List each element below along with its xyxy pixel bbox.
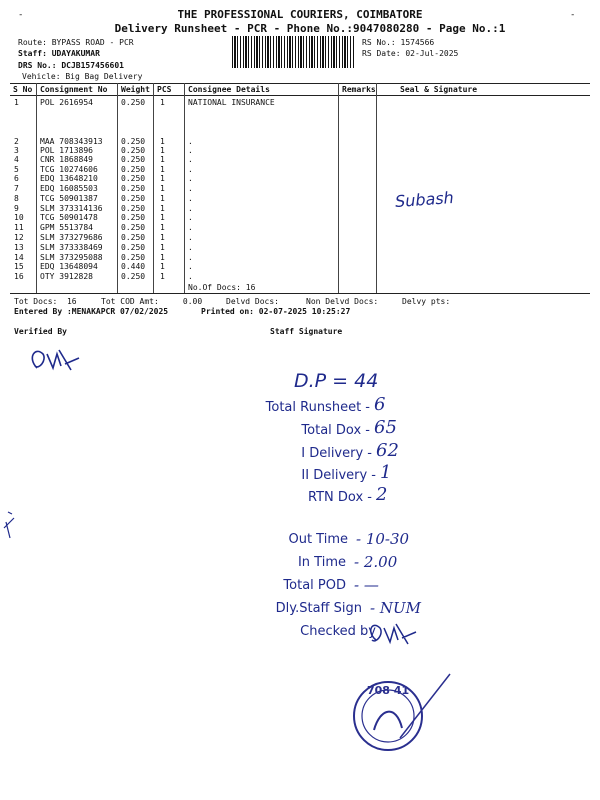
margin-scribble bbox=[0, 508, 30, 548]
summary-value: 65 bbox=[374, 417, 397, 438]
row-consignee: . bbox=[188, 165, 193, 174]
time-value: - 10-30 bbox=[356, 530, 410, 548]
row-pcs: 1 bbox=[160, 137, 165, 146]
row-consignee: . bbox=[188, 146, 193, 155]
row-pcs: 1 bbox=[160, 253, 165, 262]
row-sno: 11 bbox=[14, 223, 24, 232]
summary-value: 2 bbox=[376, 484, 388, 505]
time-value: - — bbox=[354, 576, 379, 594]
row-pcs: 1 bbox=[160, 155, 165, 164]
row-sno: 3 bbox=[14, 146, 19, 155]
row-weight: 0.250 bbox=[121, 272, 146, 281]
row-sno: 16 bbox=[14, 272, 24, 281]
row-consignee: . bbox=[188, 174, 193, 183]
row-weight: 0.250 bbox=[121, 137, 146, 146]
row-consignee: . bbox=[188, 262, 193, 271]
summary-label: II Delivery - bbox=[301, 468, 376, 483]
table-top-rule bbox=[10, 83, 590, 84]
row-consignee: . bbox=[188, 213, 193, 222]
row-sno: 2 bbox=[14, 137, 19, 146]
row-sno: 7 bbox=[14, 184, 19, 193]
row-pcs: 1 bbox=[160, 223, 165, 232]
col-header-consignment: Consignment No bbox=[40, 85, 108, 94]
no-of-docs: No.Of Docs: 16 bbox=[188, 283, 256, 292]
row-consignment-no: SLM 373314136 bbox=[40, 204, 103, 213]
row-consignee: . bbox=[188, 194, 193, 203]
time-label: Out Time bbox=[288, 532, 348, 547]
row-pcs: 1 bbox=[160, 262, 165, 271]
row-sno: 4 bbox=[14, 155, 19, 164]
stamp-number: 708 41 bbox=[367, 684, 410, 697]
row-consignment-no: EDQ 13648210 bbox=[40, 174, 98, 183]
row-consignee: . bbox=[188, 204, 193, 213]
entered-by: Entered By :MENAKAPCR 07/02/2025 bbox=[14, 307, 169, 316]
row-weight: 0.440 bbox=[121, 262, 146, 271]
row-consignment-no: TCG 10274606 bbox=[40, 165, 98, 174]
row-weight: 0.250 bbox=[121, 204, 146, 213]
time-value: - 2.00 bbox=[354, 553, 398, 571]
verified-by: Verified By bbox=[14, 327, 67, 336]
row-weight: 0.250 bbox=[121, 146, 146, 155]
row-pcs: 1 bbox=[160, 213, 165, 222]
row-pcs: 1 bbox=[160, 165, 165, 174]
col-divider bbox=[36, 83, 37, 293]
col-divider bbox=[184, 83, 185, 293]
row-sno: 5 bbox=[14, 165, 19, 174]
col-divider bbox=[117, 83, 118, 293]
row-sno: 9 bbox=[14, 204, 19, 213]
row-consignment-no: OTY 3912828 bbox=[40, 272, 93, 281]
handwritten-signature: Subash bbox=[394, 187, 455, 212]
row-consignment-no: POL 2616954 bbox=[40, 98, 93, 107]
vehicle: Vehicle: Big Bag Delivery bbox=[22, 72, 143, 81]
row-pcs: 1 bbox=[160, 98, 165, 107]
tot-cod: Tot COD Amt: 0.00 bbox=[101, 297, 203, 306]
row-weight: 0.250 bbox=[121, 165, 146, 174]
row-pcs: 1 bbox=[160, 204, 165, 213]
time-label: Total POD bbox=[283, 578, 346, 593]
checked-by-signature bbox=[362, 616, 422, 656]
delvy-pts: Delvy pts: bbox=[402, 297, 451, 306]
row-pcs: 1 bbox=[160, 243, 165, 252]
drs-number: DRS No.: DCJB157456601 bbox=[18, 61, 124, 70]
row-weight: 0.250 bbox=[121, 184, 146, 193]
row-weight: 0.250 bbox=[121, 243, 146, 252]
verified-signature bbox=[25, 340, 95, 380]
row-consignment-no: TCG 50901387 bbox=[40, 194, 98, 203]
col-header-pcs: PCS bbox=[157, 85, 172, 94]
company-title: THE PROFESSIONAL COURIERS, COIMBATORE bbox=[177, 8, 423, 21]
summary-value: 62 bbox=[376, 440, 399, 461]
row-sno: 10 bbox=[14, 213, 24, 222]
row-consignee: . bbox=[188, 223, 193, 232]
row-pcs: 1 bbox=[160, 174, 165, 183]
col-divider bbox=[376, 83, 377, 293]
non-delvd-docs: Non Delvd Docs: bbox=[306, 297, 379, 306]
col-divider bbox=[153, 83, 154, 293]
row-consignment-no: SLM 373338469 bbox=[40, 243, 103, 252]
row-weight: 0.250 bbox=[121, 233, 146, 242]
corner-dash-right: - bbox=[570, 10, 576, 20]
runsheet-subtitle: Delivery Runsheet - PCR - Phone No.:9047080280 - Page No.:1 bbox=[114, 22, 506, 35]
dp-note: D.P = 44 bbox=[294, 370, 379, 392]
row-pcs: 1 bbox=[160, 233, 165, 242]
row-pcs: 1 bbox=[160, 194, 165, 203]
row-sno: 6 bbox=[14, 174, 19, 183]
row-consignment-no: SLM 373279686 bbox=[40, 233, 103, 242]
row-sno: 14 bbox=[14, 253, 24, 262]
table-header-rule bbox=[10, 95, 590, 96]
row-consignment-no: TCG 50901478 bbox=[40, 213, 98, 222]
row-sno: 12 bbox=[14, 233, 24, 242]
row-consignment-no: EDQ 13648094 bbox=[40, 262, 98, 271]
route: Route: BYPASS ROAD - PCR bbox=[18, 38, 134, 47]
row-pcs: 1 bbox=[160, 146, 165, 155]
summary-value: 1 bbox=[380, 462, 392, 483]
row-weight: 0.250 bbox=[121, 155, 146, 164]
row-consignee: NATIONAL INSURANCE bbox=[188, 98, 275, 107]
row-weight: 0.250 bbox=[121, 174, 146, 183]
row-consignee: . bbox=[188, 233, 193, 242]
summary-label: I Delivery - bbox=[301, 446, 372, 461]
row-sno: 8 bbox=[14, 194, 19, 203]
barcode bbox=[232, 36, 355, 68]
rs-date: RS Date: 02-Jul-2025 bbox=[362, 49, 459, 58]
row-consignee: . bbox=[188, 272, 193, 281]
rs-number: RS No.: 1574566 bbox=[362, 38, 435, 47]
row-consignment-no: CNR 1868849 bbox=[40, 155, 93, 164]
row-consignment-no: GPM 5513784 bbox=[40, 223, 93, 232]
col-header-sno: S No bbox=[13, 85, 33, 94]
table-bottom-rule bbox=[10, 293, 590, 294]
delvd-docs: Delvd Docs: bbox=[226, 297, 279, 306]
time-label: In Time bbox=[297, 555, 346, 570]
summary-label: Total Runsheet - bbox=[265, 400, 370, 415]
row-consignment-no: SLM 373295088 bbox=[40, 253, 103, 262]
time-label: Dly.Staff Sign bbox=[275, 601, 362, 616]
row-weight: 0.250 bbox=[121, 98, 146, 107]
corner-dash: - bbox=[18, 10, 24, 20]
summary-label: RTN Dox - bbox=[308, 490, 372, 505]
row-sno: 1 bbox=[14, 98, 19, 107]
row-consignee: . bbox=[188, 155, 193, 164]
row-consignment-no: MAA 708343913 bbox=[40, 137, 103, 146]
staff-signature-label: Staff Signature bbox=[270, 327, 343, 336]
row-consignee: . bbox=[188, 243, 193, 252]
col-header-weight: Weight bbox=[121, 85, 150, 94]
col-header-remarks: Remarks bbox=[342, 85, 376, 94]
col-divider bbox=[338, 83, 339, 293]
row-pcs: 1 bbox=[160, 272, 165, 281]
col-header-seal: Seal & Signature bbox=[400, 85, 478, 94]
row-consignment-no: EDQ 16085503 bbox=[40, 184, 98, 193]
row-sno: 15 bbox=[14, 262, 24, 271]
tot-docs: Tot Docs: 16 bbox=[14, 297, 77, 306]
row-consignment-no: POL 1713896 bbox=[40, 146, 93, 155]
row-weight: 0.250 bbox=[121, 213, 146, 222]
time-label: Checked by bbox=[300, 624, 376, 639]
row-pcs: 1 bbox=[160, 184, 165, 193]
row-consignee: . bbox=[188, 137, 193, 146]
summary-label: Total Dox - bbox=[301, 423, 370, 438]
printed-on: Printed on: 02-07-2025 10:25:27 bbox=[201, 307, 351, 316]
row-weight: 0.250 bbox=[121, 253, 146, 262]
col-header-consignee: Consignee Details bbox=[188, 85, 270, 94]
row-weight: 0.250 bbox=[121, 223, 146, 232]
summary-value: 6 bbox=[374, 394, 386, 415]
time-value: - NUM bbox=[370, 599, 421, 617]
row-sno: 13 bbox=[14, 243, 24, 252]
row-consignee: . bbox=[188, 253, 193, 262]
row-consignee: . bbox=[188, 184, 193, 193]
row-weight: 0.250 bbox=[121, 194, 146, 203]
staff: Staff: UDAYAKUMAR bbox=[18, 49, 100, 58]
